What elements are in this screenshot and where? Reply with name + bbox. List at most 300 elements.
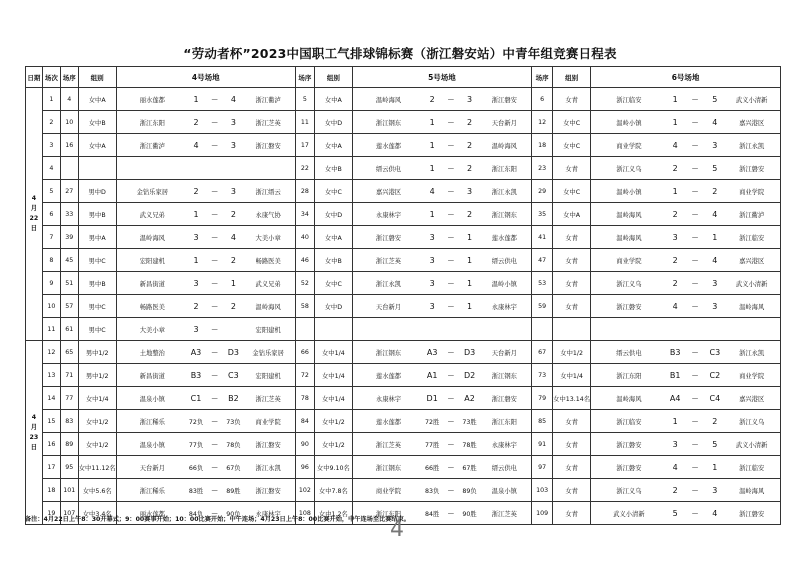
- team-a: 商业学院: [616, 257, 642, 265]
- team-b: 浙江永凯: [255, 464, 281, 472]
- match-no-cell: 53: [532, 272, 553, 295]
- team-b: 温岭海风: [491, 142, 517, 150]
- dash-separator: —: [211, 210, 218, 218]
- match-cell: [352, 111, 531, 134]
- score-b: 3: [467, 94, 473, 104]
- dash-separator: —: [447, 210, 454, 218]
- score-b: 89负: [462, 487, 477, 495]
- team-a: 永康林宇: [375, 211, 402, 219]
- group-cell: 男中C: [78, 295, 116, 318]
- match-line: [353, 318, 531, 340]
- score-b: 2: [712, 416, 718, 426]
- team-a: 浙江稀乐: [139, 487, 165, 495]
- dash-separator: —: [447, 394, 454, 402]
- team-a: 莲水莲都: [375, 372, 402, 380]
- score-b: 73胜: [462, 418, 477, 426]
- date-part: 22: [29, 215, 39, 222]
- match-no-cell: 61: [60, 318, 78, 341]
- team-a: 土地整治: [139, 349, 165, 357]
- dash-separator: —: [447, 279, 454, 287]
- match-no-cell: [60, 157, 78, 180]
- score-a: 83胜: [188, 487, 204, 495]
- header-match-no: 场序: [532, 67, 553, 88]
- score-a: 2: [193, 117, 199, 127]
- team-a: 金钻乐家居: [136, 188, 169, 196]
- score-b: 90胜: [462, 510, 477, 518]
- team-a: 浙江东阳: [139, 119, 165, 127]
- table-row: [26, 341, 781, 364]
- match-cell: [591, 295, 781, 318]
- team-a: 浙江钢东: [375, 119, 402, 127]
- table-row: [26, 479, 781, 502]
- group-cell: 女青: [553, 410, 591, 433]
- dash-separator: —: [211, 141, 218, 149]
- group-cell: 男中B: [78, 272, 116, 295]
- score-b: 3: [230, 117, 236, 127]
- match-cell: [116, 249, 295, 272]
- match-line: [591, 111, 780, 133]
- dash-separator: —: [691, 463, 699, 471]
- score-a: 2: [429, 94, 435, 104]
- match-line: [591, 88, 780, 110]
- header-match-no: 场序: [60, 67, 78, 88]
- team-b: 商业学院: [255, 418, 281, 426]
- score-b: 3: [230, 140, 236, 150]
- group-cell: 女中1/2: [78, 410, 116, 433]
- round-cell: 7: [42, 226, 60, 249]
- team-a: 浙江义乌: [616, 280, 642, 288]
- team-b: 武义小清新: [735, 280, 768, 288]
- match-cell: [591, 111, 781, 134]
- match-cell: [352, 249, 531, 272]
- score-b: 1: [712, 232, 718, 242]
- match-line: [353, 88, 531, 110]
- match-cell: [116, 88, 295, 111]
- match-no-cell: 65: [60, 341, 78, 364]
- dash-separator: —: [211, 486, 218, 494]
- score-a: 5: [672, 508, 678, 518]
- score-a: 2: [672, 209, 678, 219]
- match-cell: [352, 479, 531, 502]
- dash-separator: —: [447, 256, 454, 264]
- match-cell: [352, 410, 531, 433]
- match-no-cell: 51: [60, 272, 78, 295]
- team-b: 浙江磐安: [739, 510, 765, 518]
- match-no-cell: 67: [532, 341, 553, 364]
- team-a: 浙江磐安: [616, 441, 642, 449]
- team-b: 永康气协: [255, 211, 281, 219]
- score-a: 3: [193, 232, 199, 242]
- table-row: [26, 456, 781, 479]
- match-cell: [591, 157, 781, 180]
- table-row: [26, 111, 781, 134]
- group-cell: 女青: [553, 479, 591, 502]
- team-b: 浙江永凯: [739, 349, 765, 357]
- team-b: 商业学院: [739, 188, 765, 196]
- match-cell: [591, 88, 781, 111]
- match-cell: [352, 88, 531, 111]
- group-cell: 女青: [553, 88, 591, 111]
- match-line: [117, 203, 295, 225]
- group-cell: 女中D: [314, 111, 352, 134]
- team-a: 缙云供电: [375, 165, 402, 173]
- dash-separator: —: [211, 325, 218, 333]
- team-b: 浙江缙云: [255, 188, 281, 196]
- match-no-cell: 5: [295, 88, 314, 111]
- group-cell: 女中3.4名: [78, 502, 116, 525]
- match-no-cell: 47: [532, 249, 553, 272]
- team-b: 畅路医美: [255, 257, 281, 265]
- match-cell: [116, 157, 295, 180]
- match-no-cell: 71: [60, 364, 78, 387]
- team-b: 温泉小镇: [491, 487, 517, 495]
- team-b: 浙江衢泸: [739, 211, 765, 219]
- round-cell: 10: [42, 295, 60, 318]
- match-no-cell: 39: [60, 226, 78, 249]
- team-b: 嘉兴港区: [739, 395, 765, 403]
- group-cell: 女青: [553, 502, 591, 525]
- date-part: 月: [30, 423, 38, 431]
- match-cell: [116, 111, 295, 134]
- match-cell: [116, 433, 295, 456]
- match-line: [117, 249, 295, 271]
- match-no-cell: 22: [295, 157, 314, 180]
- match-line: [353, 410, 531, 432]
- score-b: 2: [467, 140, 473, 150]
- score-a: 1: [429, 117, 435, 127]
- score-a: A4: [669, 393, 681, 403]
- score-a: 1: [429, 209, 435, 219]
- score-b: D2: [463, 370, 476, 380]
- score-a: 1: [429, 163, 435, 173]
- team-a: 畅路医美: [139, 303, 165, 311]
- score-b: 1: [467, 255, 473, 265]
- date-part: 23: [29, 433, 39, 441]
- header-group: 组别: [553, 67, 591, 88]
- team-b: 永康林宇: [491, 303, 517, 311]
- match-no-cell: 52: [295, 272, 314, 295]
- score-a: 2: [672, 255, 678, 265]
- match-no-cell: 34: [295, 203, 314, 226]
- match-no-cell: 29: [532, 180, 553, 203]
- match-line: [117, 410, 295, 432]
- score-a: 4: [429, 186, 435, 196]
- group-cell: 女中1/4: [314, 341, 352, 364]
- group-cell: 女中1.2名: [314, 502, 352, 525]
- dash-separator: —: [447, 463, 454, 471]
- match-line: [591, 249, 780, 271]
- team-a: 温岭海风: [616, 395, 642, 403]
- group-cell: 女中D: [314, 295, 352, 318]
- team-b: 永康林宇: [491, 441, 517, 449]
- match-no-cell: 16: [60, 134, 78, 157]
- score-b: 2: [467, 117, 473, 127]
- match-line: [117, 180, 295, 202]
- group-cell: 男中B: [78, 203, 116, 226]
- team-b: 浙江磐安: [255, 142, 281, 150]
- table-row: [26, 157, 781, 180]
- dash-separator: —: [691, 256, 699, 264]
- team-a: 浙江芝英: [375, 257, 402, 265]
- group-cell: 女中7.8名: [314, 479, 352, 502]
- team-b: 武义小清新: [735, 441, 768, 449]
- match-cell: [116, 456, 295, 479]
- dash-separator: —: [447, 141, 454, 149]
- dash-separator: —: [691, 210, 699, 218]
- match-line: [117, 134, 295, 156]
- score-b: 2: [467, 163, 473, 173]
- dash-separator: —: [211, 463, 218, 471]
- match-line: [353, 387, 531, 409]
- match-cell: [116, 272, 295, 295]
- score-b: C2: [709, 370, 721, 380]
- table-row: [26, 433, 781, 456]
- match-cell: [116, 341, 295, 364]
- dash-separator: —: [691, 164, 699, 172]
- score-b: D3: [463, 347, 476, 357]
- score-b: 5: [712, 163, 718, 173]
- dash-separator: —: [691, 279, 699, 287]
- match-no-cell: 79: [532, 387, 553, 410]
- team-b: 温岭小镇: [491, 280, 517, 288]
- match-cell: [591, 180, 781, 203]
- team-a: 丽水莲都: [139, 96, 165, 104]
- match-line: [591, 479, 780, 501]
- match-no-cell: 41: [532, 226, 553, 249]
- match-line: [591, 180, 780, 202]
- group-cell: 女中1/4: [314, 364, 352, 387]
- team-b: 浙江芝英: [255, 119, 281, 127]
- team-b: 浙江东阳: [491, 418, 517, 426]
- team-a: 天台新月: [375, 303, 402, 311]
- team-b: 浙江东阳: [491, 165, 517, 173]
- group-cell: [553, 318, 591, 341]
- dash-separator: —: [447, 486, 454, 494]
- dash-separator: —: [447, 371, 454, 379]
- dash-separator: —: [211, 118, 218, 126]
- group-cell: 女中B: [78, 111, 116, 134]
- match-no-cell: 40: [295, 226, 314, 249]
- team-a: 新昌街道: [139, 372, 165, 380]
- match-no-cell: 66: [295, 341, 314, 364]
- match-line: [353, 272, 531, 294]
- match-line: [353, 226, 531, 248]
- dash-separator: —: [447, 95, 454, 103]
- round-cell: 2: [42, 111, 60, 134]
- match-no-cell: [295, 318, 314, 341]
- dash-separator: —: [211, 95, 218, 103]
- dash-separator: —: [447, 440, 454, 448]
- team-a: 商业学院: [375, 487, 402, 495]
- score-a: 2: [193, 301, 199, 311]
- match-line: [591, 410, 780, 432]
- group-cell: 女中9.10名: [314, 456, 352, 479]
- table-row: [26, 410, 781, 433]
- match-line: [591, 456, 780, 478]
- team-a: 浙江义乌: [616, 165, 642, 173]
- match-no-cell: 107: [60, 502, 78, 525]
- match-cell: [591, 226, 781, 249]
- dash-separator: —: [211, 509, 218, 517]
- team-a: 新昌街道: [139, 280, 165, 288]
- team-a: 莲水莲都: [375, 142, 402, 150]
- score-b: 1: [467, 301, 473, 311]
- score-b: 2: [467, 209, 473, 219]
- round-cell: 16: [42, 433, 60, 456]
- header-venue-5: 5号场地: [352, 67, 531, 88]
- score-a: 83负: [425, 487, 440, 495]
- match-no-cell: 23: [532, 157, 553, 180]
- match-cell: [116, 134, 295, 157]
- match-cell: [116, 479, 295, 502]
- group-cell: 女中11.12名: [78, 456, 116, 479]
- schedule-body: [26, 88, 781, 525]
- table-row: [26, 364, 781, 387]
- score-b: 3: [230, 186, 236, 196]
- group-cell: [78, 157, 116, 180]
- table-row: [26, 249, 781, 272]
- team-b: 天台新月: [491, 349, 517, 357]
- header-venue-4: 4号场地: [116, 67, 295, 88]
- match-no-cell: 77: [60, 387, 78, 410]
- team-a: 温岭海风: [616, 234, 642, 242]
- team-a: 武义小清新: [613, 510, 645, 518]
- match-cell: [591, 410, 781, 433]
- score-a: 3: [429, 278, 435, 288]
- group-cell: 男中C: [78, 249, 116, 272]
- group-cell: 女中1/4: [314, 387, 352, 410]
- dash-separator: —: [211, 256, 218, 264]
- match-no-cell: 4: [60, 88, 78, 111]
- dash-separator: —: [211, 302, 218, 310]
- team-a: 浙江稀乐: [139, 418, 165, 426]
- team-a: 莲水莲都: [375, 418, 402, 426]
- match-cell: [591, 479, 781, 502]
- round-cell: 5: [42, 180, 60, 203]
- team-b: 浙江磐安: [739, 165, 765, 173]
- score-a: 3: [429, 255, 435, 265]
- team-a: 温岭海风: [375, 96, 402, 104]
- match-cell: [352, 180, 531, 203]
- dash-separator: —: [447, 187, 454, 195]
- header-row: [26, 67, 781, 88]
- score-a: 84胜: [425, 510, 440, 518]
- team-a: 浙江钢东: [375, 464, 402, 472]
- dash-separator: —: [691, 233, 699, 241]
- table-row: [26, 387, 781, 410]
- dash-separator: —: [691, 486, 699, 494]
- score-b: 78负: [226, 441, 241, 449]
- score-b: 3: [467, 186, 473, 196]
- score-a: 84负: [188, 510, 204, 518]
- score-b: C3: [228, 370, 239, 380]
- match-line: [591, 226, 780, 248]
- match-no-cell: 85: [532, 410, 553, 433]
- score-a: 1: [672, 94, 678, 104]
- score-a: A3: [190, 347, 202, 357]
- team-b: 浙江义乌: [739, 418, 765, 426]
- match-no-cell: 84: [295, 410, 314, 433]
- team-a: 浙江芝英: [375, 441, 402, 449]
- score-b: 1: [712, 462, 718, 472]
- team-b: 浙江钢东: [491, 211, 517, 219]
- dash-separator: —: [211, 187, 218, 195]
- match-cell: [116, 203, 295, 226]
- group-cell: 女中5.6名: [78, 479, 116, 502]
- team-b: 浙江临安: [739, 464, 765, 472]
- score-a: 72胜: [425, 418, 440, 426]
- match-line: [117, 272, 295, 294]
- header-round: 场次: [42, 67, 60, 88]
- dash-separator: —: [691, 509, 699, 517]
- match-no-cell: 91: [532, 433, 553, 456]
- dash-separator: —: [211, 233, 218, 241]
- score-b: 2: [230, 255, 236, 265]
- table-row: [26, 180, 781, 203]
- group-cell: 女中A: [78, 88, 116, 111]
- team-a: 浙江衢泸: [139, 142, 165, 150]
- group-cell: 女青: [553, 456, 591, 479]
- score-a: 77负: [188, 441, 204, 449]
- match-line: [591, 341, 780, 363]
- dash-separator: —: [211, 371, 218, 379]
- dash-separator: —: [691, 302, 699, 310]
- score-a: 4: [193, 140, 199, 150]
- team-b: 天台新月: [491, 119, 517, 127]
- group-cell: 女中C: [553, 180, 591, 203]
- score-b: D3: [227, 347, 240, 357]
- round-cell: 17: [42, 456, 60, 479]
- match-no-cell: 89: [60, 433, 78, 456]
- match-line: [117, 88, 295, 110]
- group-cell: 女中C: [553, 111, 591, 134]
- team-b: 武义小清新: [735, 96, 768, 104]
- page-number: 4: [390, 517, 404, 542]
- match-line: [353, 341, 531, 363]
- score-b: 67负: [226, 464, 241, 472]
- table-row: [26, 295, 781, 318]
- match-no-cell: 46: [295, 249, 314, 272]
- score-b: 3: [712, 485, 718, 495]
- dash-separator: —: [211, 279, 218, 287]
- team-b: 浙江磐安: [491, 395, 517, 403]
- round-cell: 1: [42, 88, 60, 111]
- match-line: [591, 387, 780, 409]
- match-no-cell: [532, 318, 553, 341]
- match-line: [117, 318, 295, 340]
- match-no-cell: 35: [532, 203, 553, 226]
- team-b: 浙江衢泸: [255, 96, 281, 104]
- score-a: A3: [426, 347, 438, 357]
- group-cell: 男中1/2: [78, 341, 116, 364]
- score-a: D1: [426, 393, 438, 403]
- score-b: 4: [712, 209, 718, 219]
- group-cell: 男中D: [78, 180, 116, 203]
- round-cell: 15: [42, 410, 60, 433]
- round-cell: 4: [42, 157, 60, 180]
- score-a: 4: [672, 301, 678, 311]
- team-a: 浙江磐安: [616, 464, 642, 472]
- team-a: 温岭海风: [139, 234, 165, 242]
- match-line: [117, 157, 295, 179]
- match-cell: [591, 433, 781, 456]
- group-cell: [314, 318, 352, 341]
- match-no-cell: 27: [60, 180, 78, 203]
- match-no-cell: 78: [295, 387, 314, 410]
- match-cell: [116, 364, 295, 387]
- team-b: 浙江磐安: [491, 96, 517, 104]
- team-b: 浙江临安: [739, 234, 765, 242]
